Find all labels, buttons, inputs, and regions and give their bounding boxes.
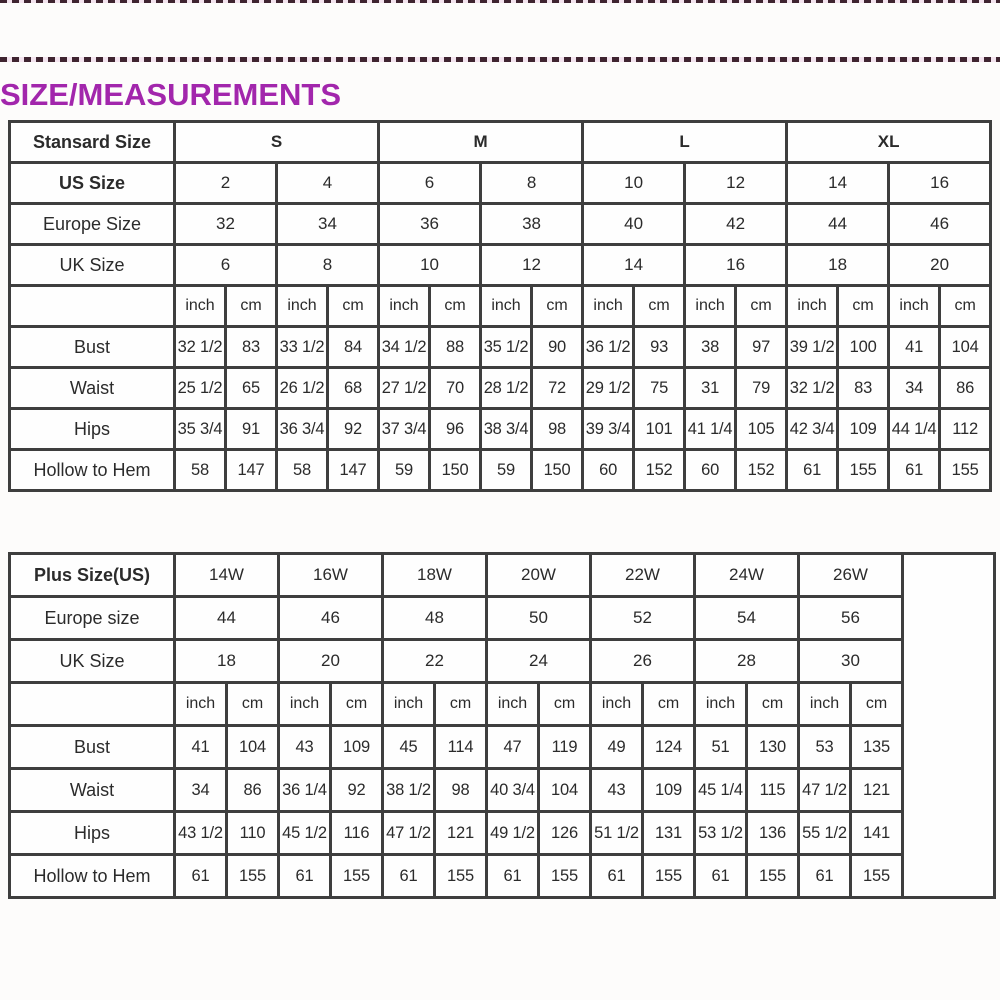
size-row xyxy=(10,245,991,286)
size-value-cell: 46 xyxy=(279,597,383,640)
size-header-cell: XL xyxy=(787,122,991,163)
measurement-cell: 61 xyxy=(799,855,851,898)
measurement-cell: 28 1/2 xyxy=(481,368,532,409)
measurement-cell: 92 xyxy=(331,769,383,812)
size-header-cell: L xyxy=(583,122,787,163)
measurement-cell: 53 1/2 xyxy=(695,812,747,855)
size-header-cell: S xyxy=(175,122,379,163)
measurement-cell: 61 xyxy=(787,450,838,491)
measurement-cell: 58 xyxy=(175,450,226,491)
measurement-cell: 61 xyxy=(695,855,747,898)
measurement-cell: 45 1/4 xyxy=(695,769,747,812)
measurement-cell: 33 1/2 xyxy=(277,327,328,368)
page-title: SIZE/MEASUREMENTS xyxy=(0,77,342,112)
measurement-cell: 38 3/4 xyxy=(481,409,532,450)
unit-cm-cell: cm xyxy=(328,286,379,327)
measurement-cell: 155 xyxy=(331,855,383,898)
unit-inch-cell: inch xyxy=(383,683,435,726)
measurement-cell: 61 xyxy=(487,855,539,898)
measurement-cell: 60 xyxy=(583,450,634,491)
measurement-cell: 141 xyxy=(851,812,903,855)
size-value-cell: 54 xyxy=(695,597,799,640)
measurement-cell: 136 xyxy=(747,812,799,855)
size-value-cell: 16 xyxy=(889,163,991,204)
size-row xyxy=(10,163,991,204)
measurement-cell: 42 3/4 xyxy=(787,409,838,450)
measurement-row xyxy=(10,450,991,491)
measurement-cell: 61 xyxy=(591,855,643,898)
row-label: Hollow to Hem xyxy=(10,450,175,491)
measurement-cell: 34 xyxy=(889,368,940,409)
measurement-cell: 44 1/4 xyxy=(889,409,940,450)
measurement-cell: 98 xyxy=(435,769,487,812)
measurement-cell: 152 xyxy=(736,450,787,491)
size-value-cell: 14 xyxy=(583,245,685,286)
size-value-cell: 36 xyxy=(379,204,481,245)
size-header-cell: M xyxy=(379,122,583,163)
measurement-cell: 41 xyxy=(889,327,940,368)
size-value-cell: 52 xyxy=(591,597,695,640)
size-value-cell: 8 xyxy=(277,245,379,286)
size-value-cell: 12 xyxy=(481,245,583,286)
measurement-cell: 86 xyxy=(940,368,991,409)
measurement-row xyxy=(10,855,995,898)
unit-inch-cell: inch xyxy=(379,286,430,327)
size-value-cell: 26 xyxy=(591,640,695,683)
size-value-cell: 20 xyxy=(279,640,383,683)
measurement-cell: 58 xyxy=(277,450,328,491)
size-value-cell: 16 xyxy=(685,245,787,286)
measurement-row xyxy=(10,812,995,855)
size-value-cell: 32 xyxy=(175,204,277,245)
measurement-cell: 109 xyxy=(838,409,889,450)
measurement-cell: 38 xyxy=(685,327,736,368)
measurement-cell: 147 xyxy=(226,450,277,491)
measurement-cell: 39 3/4 xyxy=(583,409,634,450)
measurement-cell: 155 xyxy=(435,855,487,898)
size-header-cell: 20W xyxy=(487,554,591,597)
measurement-cell: 155 xyxy=(539,855,591,898)
measurement-cell: 61 xyxy=(889,450,940,491)
measurement-cell: 27 1/2 xyxy=(379,368,430,409)
measurement-cell: 83 xyxy=(226,327,277,368)
size-row xyxy=(10,597,995,640)
size-value-cell: 22 xyxy=(383,640,487,683)
size-value-cell: 18 xyxy=(787,245,889,286)
size-row xyxy=(10,204,991,245)
row-label: Hips xyxy=(10,812,175,855)
measurement-cell: 90 xyxy=(532,327,583,368)
measurement-cell: 38 1/2 xyxy=(383,769,435,812)
size-header-cell: 26W xyxy=(799,554,903,597)
unit-row-label xyxy=(10,683,175,726)
measurement-cell: 29 1/2 xyxy=(583,368,634,409)
row-label: Hips xyxy=(10,409,175,450)
size-value-cell: 10 xyxy=(583,163,685,204)
size-value-cell: 44 xyxy=(787,204,889,245)
measurement-cell: 47 1/2 xyxy=(799,769,851,812)
measurement-cell: 47 1/2 xyxy=(383,812,435,855)
measurement-cell: 37 3/4 xyxy=(379,409,430,450)
measurement-cell: 51 xyxy=(695,726,747,769)
measurement-cell: 155 xyxy=(643,855,695,898)
unit-cm-cell: cm xyxy=(838,286,889,327)
measurement-row xyxy=(10,327,991,368)
unit-inch-cell: inch xyxy=(787,286,838,327)
measurement-cell: 31 xyxy=(685,368,736,409)
measurement-row xyxy=(10,726,995,769)
measurement-cell: 79 xyxy=(736,368,787,409)
size-value-cell: 12 xyxy=(685,163,787,204)
measurement-cell: 83 xyxy=(838,368,889,409)
measurement-cell: 61 xyxy=(279,855,331,898)
size-header-cell: 22W xyxy=(591,554,695,597)
measurement-row xyxy=(10,368,991,409)
size-value-cell: 14 xyxy=(787,163,889,204)
size-row xyxy=(10,640,995,683)
measurement-row xyxy=(10,769,995,812)
measurement-cell: 60 xyxy=(685,450,736,491)
measurement-cell: 61 xyxy=(175,855,227,898)
unit-cm-cell: cm xyxy=(747,683,799,726)
size-value-cell: 28 xyxy=(695,640,799,683)
row-label: Europe Size xyxy=(10,204,175,245)
measurement-cell: 65 xyxy=(226,368,277,409)
measurement-cell: 121 xyxy=(435,812,487,855)
measurement-cell: 116 xyxy=(331,812,383,855)
size-value-cell: 56 xyxy=(799,597,903,640)
unit-inch-cell: inch xyxy=(799,683,851,726)
unit-row-label xyxy=(10,286,175,327)
unit-cm-cell: cm xyxy=(430,286,481,327)
row-label: US Size xyxy=(10,163,175,204)
table-header-label: Plus Size(US) xyxy=(10,554,175,597)
unit-inch-cell: inch xyxy=(889,286,940,327)
measurement-cell: 49 1/2 xyxy=(487,812,539,855)
size-value-cell: 30 xyxy=(799,640,903,683)
unit-cm-cell: cm xyxy=(435,683,487,726)
size-header-row xyxy=(10,554,995,597)
measurement-cell: 75 xyxy=(634,368,685,409)
dashed-divider xyxy=(0,57,1000,62)
measurement-cell: 131 xyxy=(643,812,695,855)
measurement-cell: 40 3/4 xyxy=(487,769,539,812)
table-header-label: Stansard Size xyxy=(10,122,175,163)
unit-inch-cell: inch xyxy=(695,683,747,726)
measurement-cell: 72 xyxy=(532,368,583,409)
measurement-cell: 41 xyxy=(175,726,227,769)
size-header-cell: 18W xyxy=(383,554,487,597)
measurement-cell: 34 1/2 xyxy=(379,327,430,368)
measurement-cell: 25 1/2 xyxy=(175,368,226,409)
measurement-cell: 109 xyxy=(331,726,383,769)
unit-inch-cell: inch xyxy=(685,286,736,327)
measurement-cell: 91 xyxy=(226,409,277,450)
size-header-cell: 16W xyxy=(279,554,383,597)
unit-inch-cell: inch xyxy=(487,683,539,726)
measurement-cell: 147 xyxy=(328,450,379,491)
unit-cm-cell: cm xyxy=(331,683,383,726)
measurement-cell: 84 xyxy=(328,327,379,368)
row-label: UK Size xyxy=(10,245,175,286)
measurement-cell: 39 1/2 xyxy=(787,327,838,368)
unit-cm-cell: cm xyxy=(539,683,591,726)
measurement-cell: 47 xyxy=(487,726,539,769)
unit-inch-cell: inch xyxy=(175,683,227,726)
unit-inch-cell: inch xyxy=(591,683,643,726)
measurement-cell: 92 xyxy=(328,409,379,450)
unit-cm-cell: cm xyxy=(643,683,695,726)
measurement-cell: 152 xyxy=(634,450,685,491)
plus-size-table xyxy=(8,552,996,899)
measurement-cell: 68 xyxy=(328,368,379,409)
size-value-cell: 34 xyxy=(277,204,379,245)
size-value-cell: 38 xyxy=(481,204,583,245)
measurement-cell: 155 xyxy=(851,855,903,898)
measurement-cell: 93 xyxy=(634,327,685,368)
measurement-cell: 155 xyxy=(940,450,991,491)
unit-cm-cell: cm xyxy=(736,286,787,327)
measurement-cell: 59 xyxy=(379,450,430,491)
measurement-cell: 43 xyxy=(591,769,643,812)
measurement-cell: 155 xyxy=(838,450,889,491)
measurement-cell: 112 xyxy=(940,409,991,450)
row-label: Waist xyxy=(10,368,175,409)
measurement-cell: 53 xyxy=(799,726,851,769)
measurement-cell: 126 xyxy=(539,812,591,855)
measurement-cell: 45 xyxy=(383,726,435,769)
unit-inch-cell: inch xyxy=(279,683,331,726)
measurement-cell: 36 3/4 xyxy=(277,409,328,450)
standard-size-table xyxy=(8,120,992,492)
measurement-cell: 105 xyxy=(736,409,787,450)
unit-cm-cell: cm xyxy=(940,286,991,327)
measurement-row xyxy=(10,409,991,450)
measurement-cell: 86 xyxy=(227,769,279,812)
size-value-cell: 44 xyxy=(175,597,279,640)
size-value-cell: 6 xyxy=(175,245,277,286)
size-value-cell: 6 xyxy=(379,163,481,204)
measurement-cell: 110 xyxy=(227,812,279,855)
unit-inch-cell: inch xyxy=(175,286,226,327)
measurement-cell: 114 xyxy=(435,726,487,769)
measurement-cell: 135 xyxy=(851,726,903,769)
size-value-cell: 48 xyxy=(383,597,487,640)
measurement-cell: 101 xyxy=(634,409,685,450)
measurement-cell: 150 xyxy=(430,450,481,491)
measurement-cell: 51 1/2 xyxy=(591,812,643,855)
measurement-cell: 70 xyxy=(430,368,481,409)
measurement-cell: 100 xyxy=(838,327,889,368)
measurement-cell: 124 xyxy=(643,726,695,769)
unit-cm-cell: cm xyxy=(227,683,279,726)
measurement-cell: 109 xyxy=(643,769,695,812)
size-value-cell: 2 xyxy=(175,163,277,204)
unit-cm-cell: cm xyxy=(851,683,903,726)
measurement-cell: 41 1/4 xyxy=(685,409,736,450)
measurement-cell: 96 xyxy=(430,409,481,450)
measurement-cell: 34 xyxy=(175,769,227,812)
size-header-cell: 14W xyxy=(175,554,279,597)
measurement-cell: 121 xyxy=(851,769,903,812)
measurement-cell: 59 xyxy=(481,450,532,491)
measurement-cell: 104 xyxy=(940,327,991,368)
measurement-cell: 43 1/2 xyxy=(175,812,227,855)
measurement-cell: 32 1/2 xyxy=(787,368,838,409)
measurement-cell: 155 xyxy=(227,855,279,898)
size-value-cell: 10 xyxy=(379,245,481,286)
size-value-cell: 18 xyxy=(175,640,279,683)
dashed-divider-top xyxy=(0,0,1000,3)
measurement-cell: 150 xyxy=(532,450,583,491)
measurement-cell: 35 3/4 xyxy=(175,409,226,450)
row-label: UK Size xyxy=(10,640,175,683)
row-label: Waist xyxy=(10,769,175,812)
measurement-cell: 130 xyxy=(747,726,799,769)
measurement-cell: 155 xyxy=(747,855,799,898)
size-value-cell: 20 xyxy=(889,245,991,286)
measurement-cell: 61 xyxy=(383,855,435,898)
row-label: Bust xyxy=(10,327,175,368)
row-label: Europe size xyxy=(10,597,175,640)
size-value-cell: 8 xyxy=(481,163,583,204)
unit-cm-cell: cm xyxy=(634,286,685,327)
unit-header-row xyxy=(10,286,991,327)
unit-inch-cell: inch xyxy=(481,286,532,327)
size-value-cell: 24 xyxy=(487,640,591,683)
measurement-cell: 49 xyxy=(591,726,643,769)
size-value-cell: 42 xyxy=(685,204,787,245)
row-label: Hollow to Hem xyxy=(10,855,175,898)
size-value-cell: 46 xyxy=(889,204,991,245)
unit-cm-cell: cm xyxy=(226,286,277,327)
measurement-cell: 115 xyxy=(747,769,799,812)
measurement-cell: 104 xyxy=(227,726,279,769)
unit-header-row xyxy=(10,683,995,726)
measurement-cell: 97 xyxy=(736,327,787,368)
unit-cm-cell: cm xyxy=(532,286,583,327)
row-label: Bust xyxy=(10,726,175,769)
measurement-cell: 104 xyxy=(539,769,591,812)
measurement-cell: 55 1/2 xyxy=(799,812,851,855)
size-header-cell: 24W xyxy=(695,554,799,597)
empty-spacer-cell xyxy=(903,554,995,898)
size-value-cell: 4 xyxy=(277,163,379,204)
measurement-cell: 98 xyxy=(532,409,583,450)
measurement-cell: 43 xyxy=(279,726,331,769)
measurement-cell: 32 1/2 xyxy=(175,327,226,368)
measurement-cell: 26 1/2 xyxy=(277,368,328,409)
measurement-cell: 119 xyxy=(539,726,591,769)
size-value-cell: 40 xyxy=(583,204,685,245)
measurement-cell: 35 1/2 xyxy=(481,327,532,368)
measurement-cell: 88 xyxy=(430,327,481,368)
measurement-cell: 36 1/2 xyxy=(583,327,634,368)
measurement-cell: 36 1/4 xyxy=(279,769,331,812)
measurement-cell: 45 1/2 xyxy=(279,812,331,855)
size-header-row xyxy=(10,122,991,163)
unit-inch-cell: inch xyxy=(583,286,634,327)
unit-inch-cell: inch xyxy=(277,286,328,327)
size-value-cell: 50 xyxy=(487,597,591,640)
